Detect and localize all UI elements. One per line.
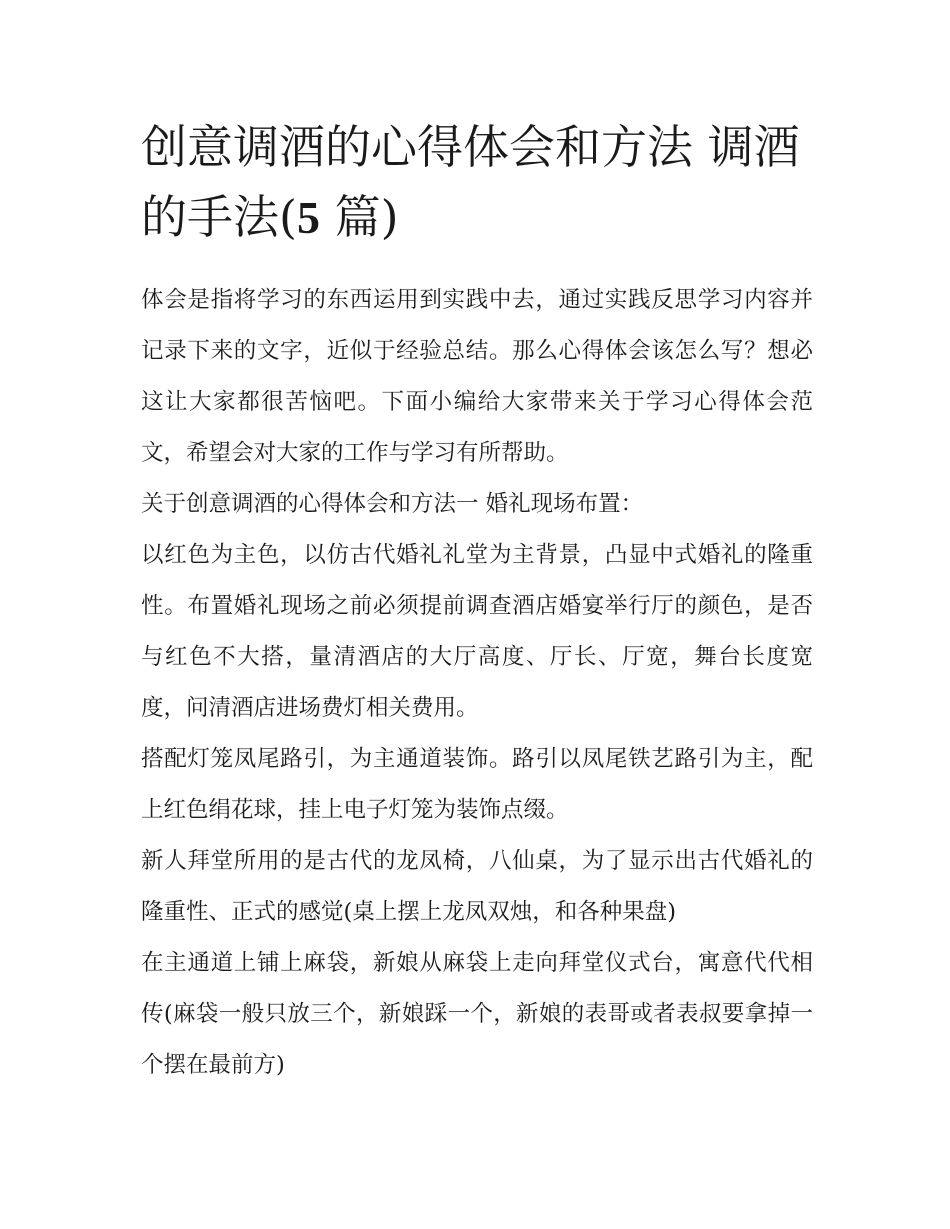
section-heading: 关于创意调酒的心得体会和方法一 婚礼现场布置： bbox=[141, 491, 644, 517]
title-main-text: 创意调酒的心得体会和方法 调酒的手法( bbox=[141, 120, 800, 244]
intro-paragraph: 体会是指将学习的东西运用到实践中去，通过实践反思学习内容并记录下来的文字，近似于经验总结。那么心得体会该怎么写？想必这让大家都很苦恼吧。下面小编给大家带来关于学习心得体会范文，希望会对大家的工作与学习有所帮助。 bbox=[141, 287, 813, 466]
document-title bbox=[141, 112, 813, 253]
title-number: 5 bbox=[296, 192, 320, 243]
body-paragraph: 以红色为主色，以仿古代婚礼礼堂为主背景，凸显中式婚礼的隆重性。布置婚礼现场之前必须提前调查酒店婚宴举行厅的颜色，是否与红色不大搭，量清酒店的大厅高度、厅长、厅宽，舞台长度宽度，问清酒店进场费灯相关费用。 bbox=[141, 542, 813, 721]
title-end-text: 篇) bbox=[319, 190, 399, 244]
body-paragraph: 在主通道上铺上麻袋，新娘从麻袋上走向拜堂仪式台，寓意代代相传(麻袋一般只放三个，新娘踩一个，新娘的表哥或者表叔要拿掉一个摆在最前方) bbox=[141, 950, 813, 1078]
document-page bbox=[141, 112, 813, 1091]
body-paragraph: 搭配灯笼凤尾路引，为主通道装饰。路引以凤尾铁艺路引为主，配上红色绢花球，挂上电子灯笼为装饰点缀。 bbox=[141, 746, 813, 823]
document-body bbox=[141, 275, 813, 1091]
body-paragraph: 新人拜堂所用的是古代的龙凤椅，八仙桌，为了显示出古代婚礼的隆重性、正式的感觉(桌上摆上龙凤双烛，和各种果盘) bbox=[141, 848, 813, 925]
